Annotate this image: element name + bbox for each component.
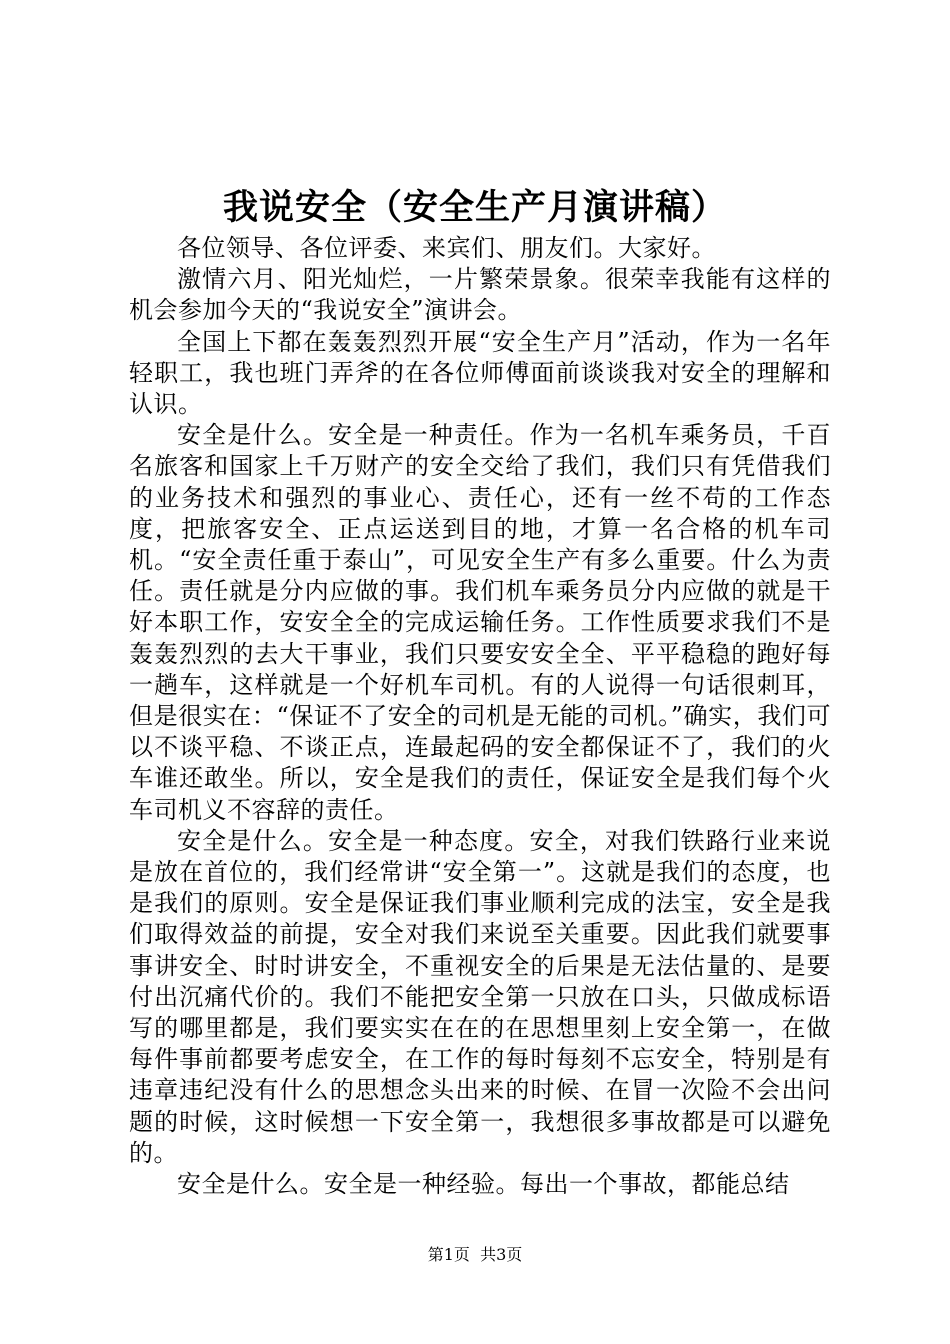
paragraph-responsibility: 安全是什么。安全是一种责任。作为一名机车乘务员，千百名旅客和国家上千万财产的安全交给了我们，我们只有凭借我们的业务技术和强烈的事业心、责任心，还有一丝不苟的工作态度，把旅客安全、正点运送到目的地，才算一名合格的机车司机。“安全责任重于泰山”，可见安全生产有多么重要。什么为责任。责任就是分内应做的事。我们机车乘务员分内应做的就是干好本职工作，安安全全的完成运输任务。工作性质要求我们不是轰轰烈烈的去大干事业，我们只要安安全全、平平稳稳的跑好每一趟车，这样就是一个好机车司机。有的人说得一句话很刺耳，但是很实在：“保证不了安全的司机是无能的司机。”确实，我们可以不谈平稳、不谈正点，连最起码的安全都保证不了，我们的火车谁还敢坐。所以，安全是我们的责任，保证安全是我们每个火车司机义不容辞的责任。 — [129, 421, 831, 824]
paragraph-opening: 激情六月、阳光灿烂，一片繁荣景象。很荣幸我能有这样的机会参加今天的“我说安全”演讲会。 — [129, 265, 831, 325]
page-number-footer: 第1页 共3页 — [427, 1245, 523, 1264]
paragraph-greeting: 各位领导、各位评委、来宾们、朋友们。大家好。 — [177, 234, 716, 262]
document-title: 我说安全（安全生产月演讲稿） — [222, 187, 727, 228]
document-body — [129, 233, 831, 1200]
paragraph-intro: 全国上下都在轰轰烈烈开展“安全生产月”活动，作为一名年轻职工，我也班门弄斧的在各位师傅面前谈谈我对安全的理解和认识。 — [129, 327, 831, 419]
paragraph-experience: 安全是什么。安全是一种经验。每出一个事故，都能总结 — [177, 1170, 790, 1199]
paragraph-attitude: 安全是什么。安全是一种态度。安全，对我们铁路行业来说是放在首位的，我们经常讲“安全第一”。这就是我们的态度，也是我们的原则。安全是保证我们事业顺利完成的法宝，安全是我们取得效益的前提，安全对我们来说至关重要。因此我们就要事事讲安全、时时讲安全，不重视安全的后果是无法估量的、是要付出沉痛代价的。我们不能把安全第一只放在口头，只做成标语写的哪里都是，我们要实实在在的在思想里刻上安全第一，在做每件事前都要考虑安全，在工作的每时每刻不忘安全，特别是有违章违纪没有什么的思想念头出来的时候、在冒一次险不会出问题的时候，这时候想一下安全第一，我想很多事故都是可以避免的。 — [129, 826, 831, 1167]
